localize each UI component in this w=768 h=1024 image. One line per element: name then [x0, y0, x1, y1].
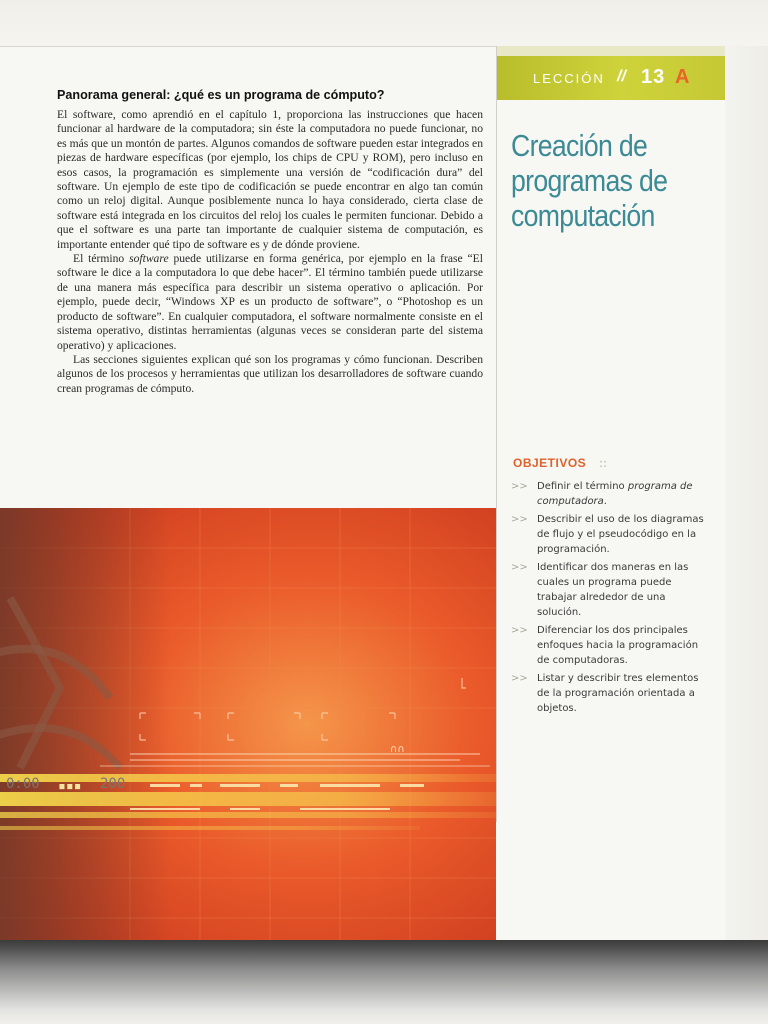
tech-artwork: [0, 508, 496, 940]
chevron-right-icon: >>: [511, 514, 528, 525]
sidebar-divider: [496, 46, 497, 822]
art-readout-value: 200: [100, 776, 126, 792]
chapter-title-line-2: programas de: [511, 163, 668, 198]
objective-item: [511, 671, 711, 716]
decorative-tech-image: [0, 508, 496, 940]
top-margin: [0, 0, 768, 46]
paragraph-2-rest: puede utilizarse en forma genérica, por ejemplo en la frase “El software le dice a la computadora lo que debe hacer”. El término también puede utilizarse de una manera más específica para describir un sistema operativo o aplicación. Por ejemplo, puede decir, “Windows XP es un producto de software”, o “Photoshop es un producto de software”. En cualquier computadora, el software normalmente consiste en el sistema operativo, distintas herramientas (algunas veces se consideran parte del sistema operativo) y aplicaciones.: [57, 252, 483, 352]
objective-1-end: .: [603, 496, 607, 507]
lesson-number: 13: [641, 66, 666, 88]
art-dots: ▪▪▪: [58, 779, 82, 794]
chevron-right-icon: >>: [511, 481, 528, 492]
lesson-letter: A: [675, 66, 690, 88]
left-shadow: [0, 508, 170, 940]
objective-item: [511, 560, 711, 620]
main-column: [57, 88, 483, 396]
chevron-right-icon: >>: [511, 625, 528, 636]
objectives-heading: OBJETIVOS: [513, 456, 587, 470]
chapter-title-line-3: computación: [511, 198, 655, 233]
page-right-edge: [725, 46, 768, 940]
paragraph-3: Las secciones siguientes explican qué son los programas y cómo funcionan. Describen algunos de los procesos y herramientas que utilizan los desarrolladores de software cuando crean programas de cómputo.: [57, 352, 483, 395]
lesson-banner: [497, 56, 725, 100]
section-heading: Panorama general: ¿qué es un programa de cómputo?: [57, 88, 385, 102]
data-band-3: [0, 812, 496, 818]
objective-4-text: Diferenciar los dos principales enfoques hacia la programación de computadoras.: [537, 625, 699, 666]
objective-item: [511, 623, 711, 668]
objective-1-emphasis: programa de computadora: [537, 481, 693, 507]
chapter-title-line-1: Creación de: [511, 128, 648, 163]
paragraph-2: [57, 252, 483, 353]
objective-item: [511, 479, 711, 509]
chevron-right-icon: >>: [511, 673, 528, 684]
paragraph-2-start: El término: [73, 252, 130, 266]
lesson-slashes: //: [617, 68, 626, 85]
scan-bottom-shadow: [0, 940, 768, 1024]
art-readout-time: 0:00: [6, 776, 40, 792]
objectives-list: [511, 479, 711, 719]
paragraph-2-emphasis: software: [129, 252, 169, 266]
chevron-right-icon: >>: [511, 562, 528, 573]
objectives-dots: ::: [599, 456, 607, 470]
lesson-banner-tab: [497, 46, 725, 56]
top-rule: [0, 46, 496, 47]
objective-item: [511, 512, 711, 557]
data-band-2: [0, 792, 496, 806]
objective-3-text: Identificar dos maneras en las cuales un programa puede trabajar alrededor de una solución.: [537, 562, 689, 618]
chapter-title: [511, 128, 687, 233]
objective-5-text: Listar y describir tres elementos de la programación orientada a objetos.: [537, 673, 699, 714]
data-band-4: [0, 826, 420, 830]
objective-2-text: Describir el uso de los diagramas de flujo y el pseudocódigo en la programación.: [537, 514, 704, 555]
lesson-label: LECCIÓN: [533, 71, 605, 86]
art-glyph: ∩∩: [390, 744, 405, 755]
paragraph-1: El software, como aprendió en el capítulo 1, proporciona las instrucciones que hacen funcionar al hardware de la computadora; sin éste la computadora no puede funcionar, no es más que un montón de partes. Algunos comandos de software pueden estar integrados en piezas de hardware específicas (por ejemplo, los chips de CPU y ROM), pero incluso en esos casos, la programación es simplemente una versión de “codificación dura” del software. Un ejemplo de este tipo de codificación se puede encontrar en algo tan común como un reloj digital. Aunque posiblemente nunca lo haya considerado, cierta clase de software está integrada en los circuitos del reloj los cuales le permiten funcionar. Debido a que el software es una parte tan importante de cualquier sistema de computación, es importante entender qué tipo de software es y de dónde proviene.: [57, 108, 483, 251]
objective-1-start: Definir el término: [537, 481, 628, 492]
